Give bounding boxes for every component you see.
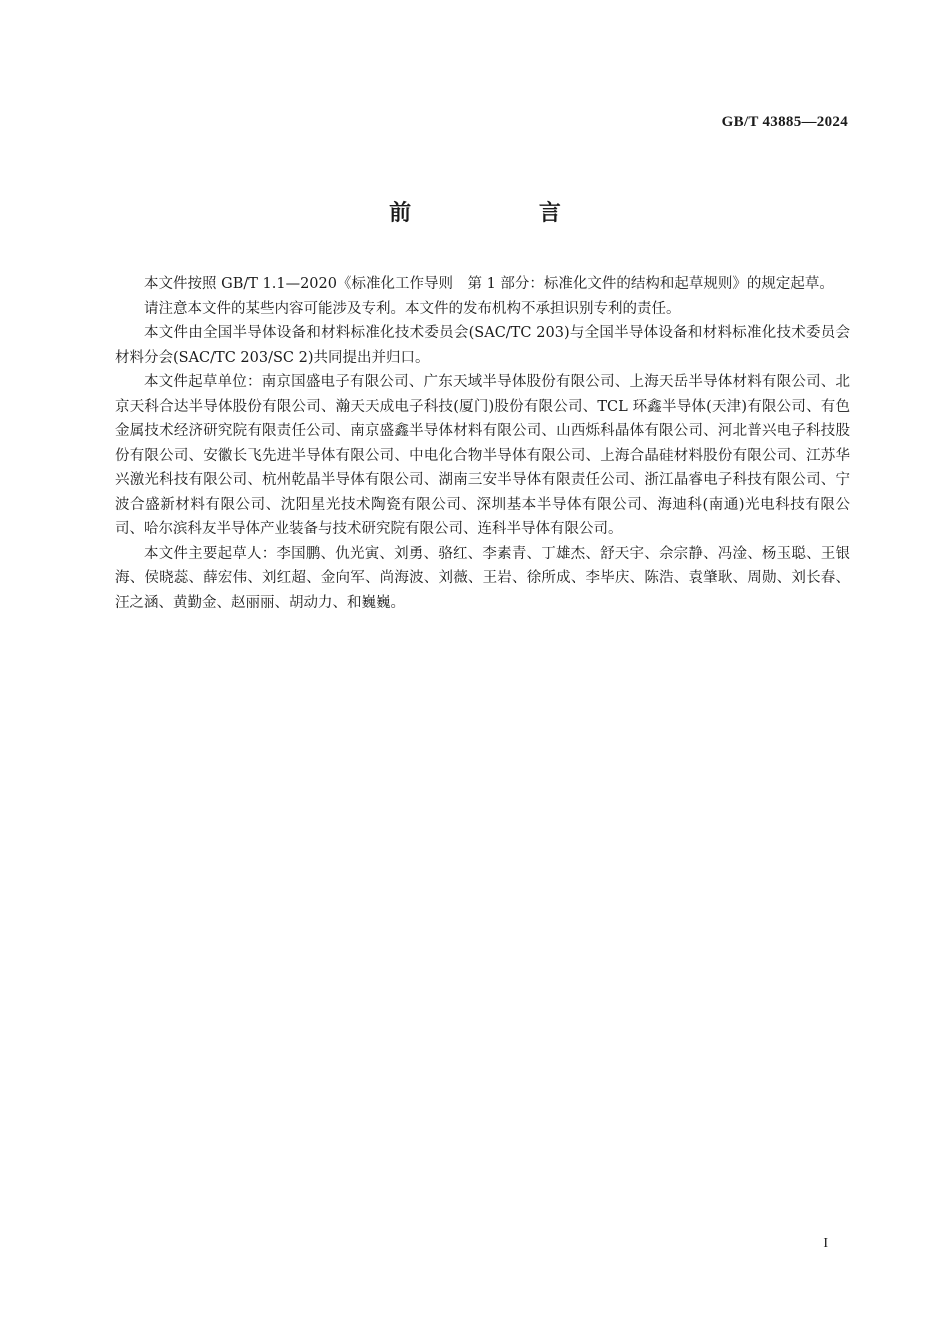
page-title: 前 言 (389, 201, 621, 226)
paragraph-proposer: 本文件由全国半导体设备和材料标准化技术委员会(SAC/TC 203)与全国半导体设备和材料标准化技术委员会材料分会(SAC/TC 203/SC 2)共同提出并归口。 (115, 325, 850, 366)
paragraph-drafting-units: 本文件起草单位：南京国盛电子有限公司、广东天域半导体股份有限公司、上海天岳半导体材料有限公司、北京天科合达半导体股份有限公司、瀚天天成电子科技(厦门)股份有限公司、TCL 环鑫半导体(天津)有限公司、有色金属技术经济研究院有限责任公司、南京盛鑫半导体材料有限公司、山西烁科晶体有限公司、河北普兴电子科技股份有限公司、安徽长飞先进半导体有限公司、中电化合物半导体有限公司、上海合晶硅材料股份有限公司、江苏华兴激光科技有限公司、杭州乾晶半导体有限公司、湖南三安半导体有限责任公司、浙江晶睿电子科技有限公司、宁波合盛新材料有限公司、沈阳星光技术陶瓷有限公司、深圳基本半导体有限公司、海迪科(南通)光电科技有限公司、哈尔滨科友半导体产业装备与技术研究院有限公司、连科半导体有限公司。 (115, 374, 850, 537)
foreword-body (115, 272, 850, 615)
paragraph-drafters: 本文件主要起草人：李国鹏、仇光寅、刘勇、骆红、李素青、丁雄杰、舒天宇、佘宗静、冯淦、杨玉聪、王银海、侯晓蕊、薛宏伟、刘红超、金向军、尚海波、刘薇、王岩、徐所成、李毕庆、陈浩、袁肇耿、周勋、刘长春、汪之涵、黄勤金、赵丽丽、胡动力、和巍巍。 (115, 545, 850, 611)
page-number: I (823, 1236, 828, 1251)
paragraph-drafting-rules: 本文件按照 GB/T 1.1—2020《标准化工作导则 第 1 部分：标准化文件的结构和起草规则》的规定起草。 (144, 276, 834, 292)
paragraph-patent-notice: 请注意本文件的某些内容可能涉及专利。本文件的发布机构不承担识别专利的责任。 (144, 300, 681, 317)
standard-code: GB/T 43885—2024 (721, 114, 848, 130)
